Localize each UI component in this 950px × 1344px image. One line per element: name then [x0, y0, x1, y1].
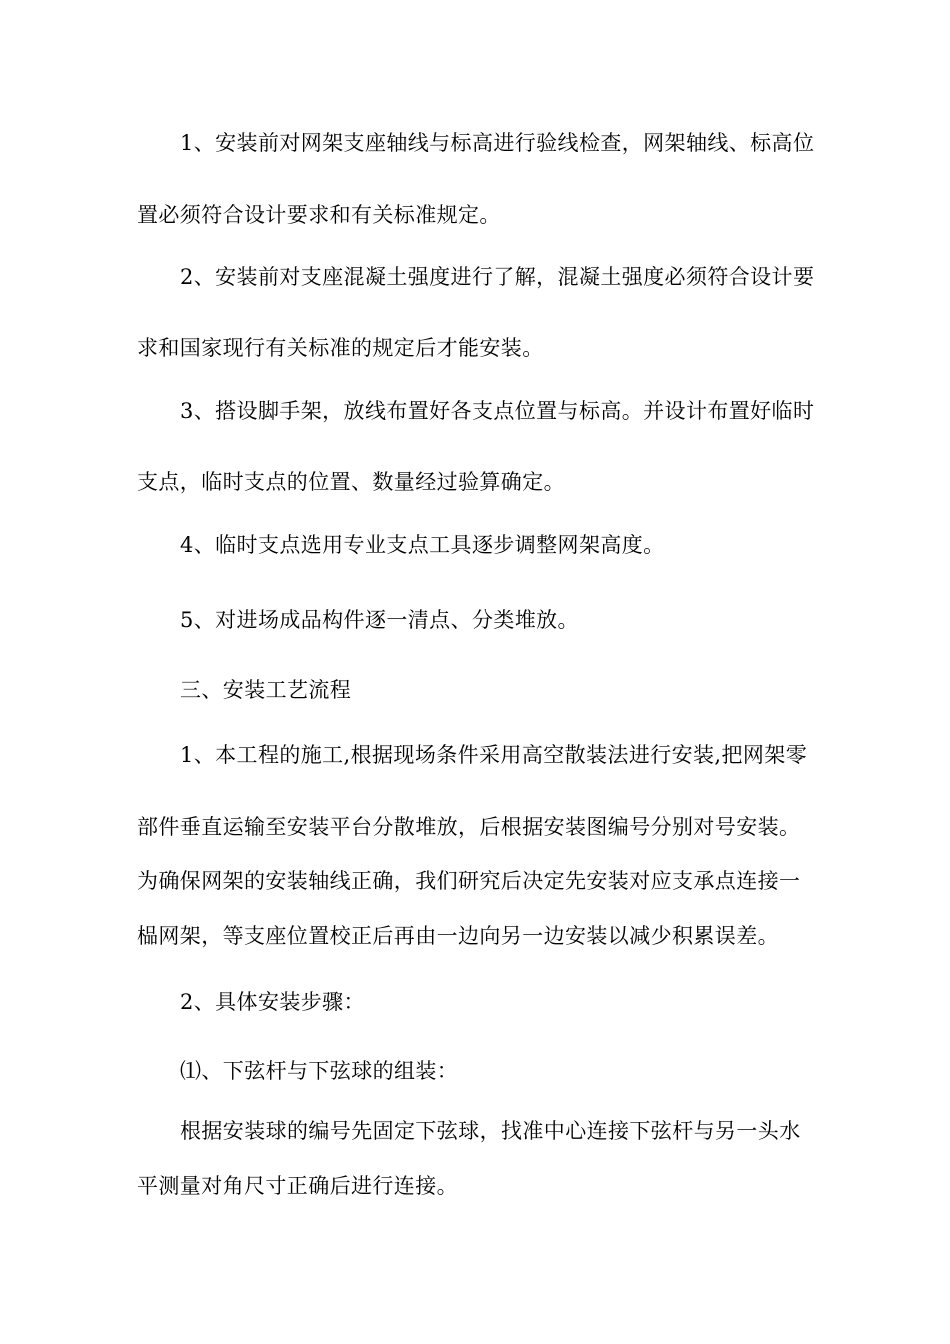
paragraph-5: 5、对进场成品构件逐一清点、分类堆放。	[180, 608, 579, 632]
paragraph-1-line-1: 1、安装前对网架支座轴线与标高进行验线检查，网架轴线、标高位	[180, 131, 815, 155]
paragraph-1-line-2: 置必须符合设计要求和有关标准规定。	[137, 203, 501, 227]
paragraph-7: 2、具体安装步骤：	[180, 990, 365, 1014]
paragraph-4: 4、临时支点选用专业支点工具逐步调整网架高度。	[180, 533, 665, 557]
section-heading: 三、安装工艺流程	[180, 678, 352, 702]
paragraph-6-line-2: 部件垂直运输至安装平台分散堆放，后根据安装图编号分别对号安装。	[137, 815, 801, 839]
paragraph-6-line-1: 1、本工程的施工,根据现场条件采用高空散装法进行安装,把网架零	[180, 743, 808, 767]
paragraph-2-line-2: 求和国家现行有关标准的规定后才能安装。	[137, 336, 544, 360]
paragraph-8: ⑴、下弦杆与下弦球的组装：	[180, 1059, 459, 1083]
paragraph-6-line-3: 为确保网架的安装轴线正确，我们研究后决定先安装对应支承点连接一	[137, 869, 801, 893]
paragraph-2-line-1: 2、安装前对支座混凝土强度进行了解，混凝土强度必须符合设计要	[180, 265, 815, 289]
paragraph-6-line-4: 榀网架，等支座位置校正后再由一边向另一边安装以减少积累误差。	[137, 924, 779, 948]
paragraph-9-line-2: 平测量对角尺寸正确后进行连接。	[137, 1174, 458, 1198]
paragraph-3-line-2: 支点，临时支点的位置、数量经过验算确定。	[137, 470, 565, 494]
paragraph-3-line-1: 3、搭设脚手架，放线布置好各支点位置与标高。并设计布置好临时	[180, 399, 815, 423]
paragraph-9-line-1: 根据安装球的编号先固定下弦球，找准中心连接下弦杆与另一头水	[180, 1119, 801, 1143]
